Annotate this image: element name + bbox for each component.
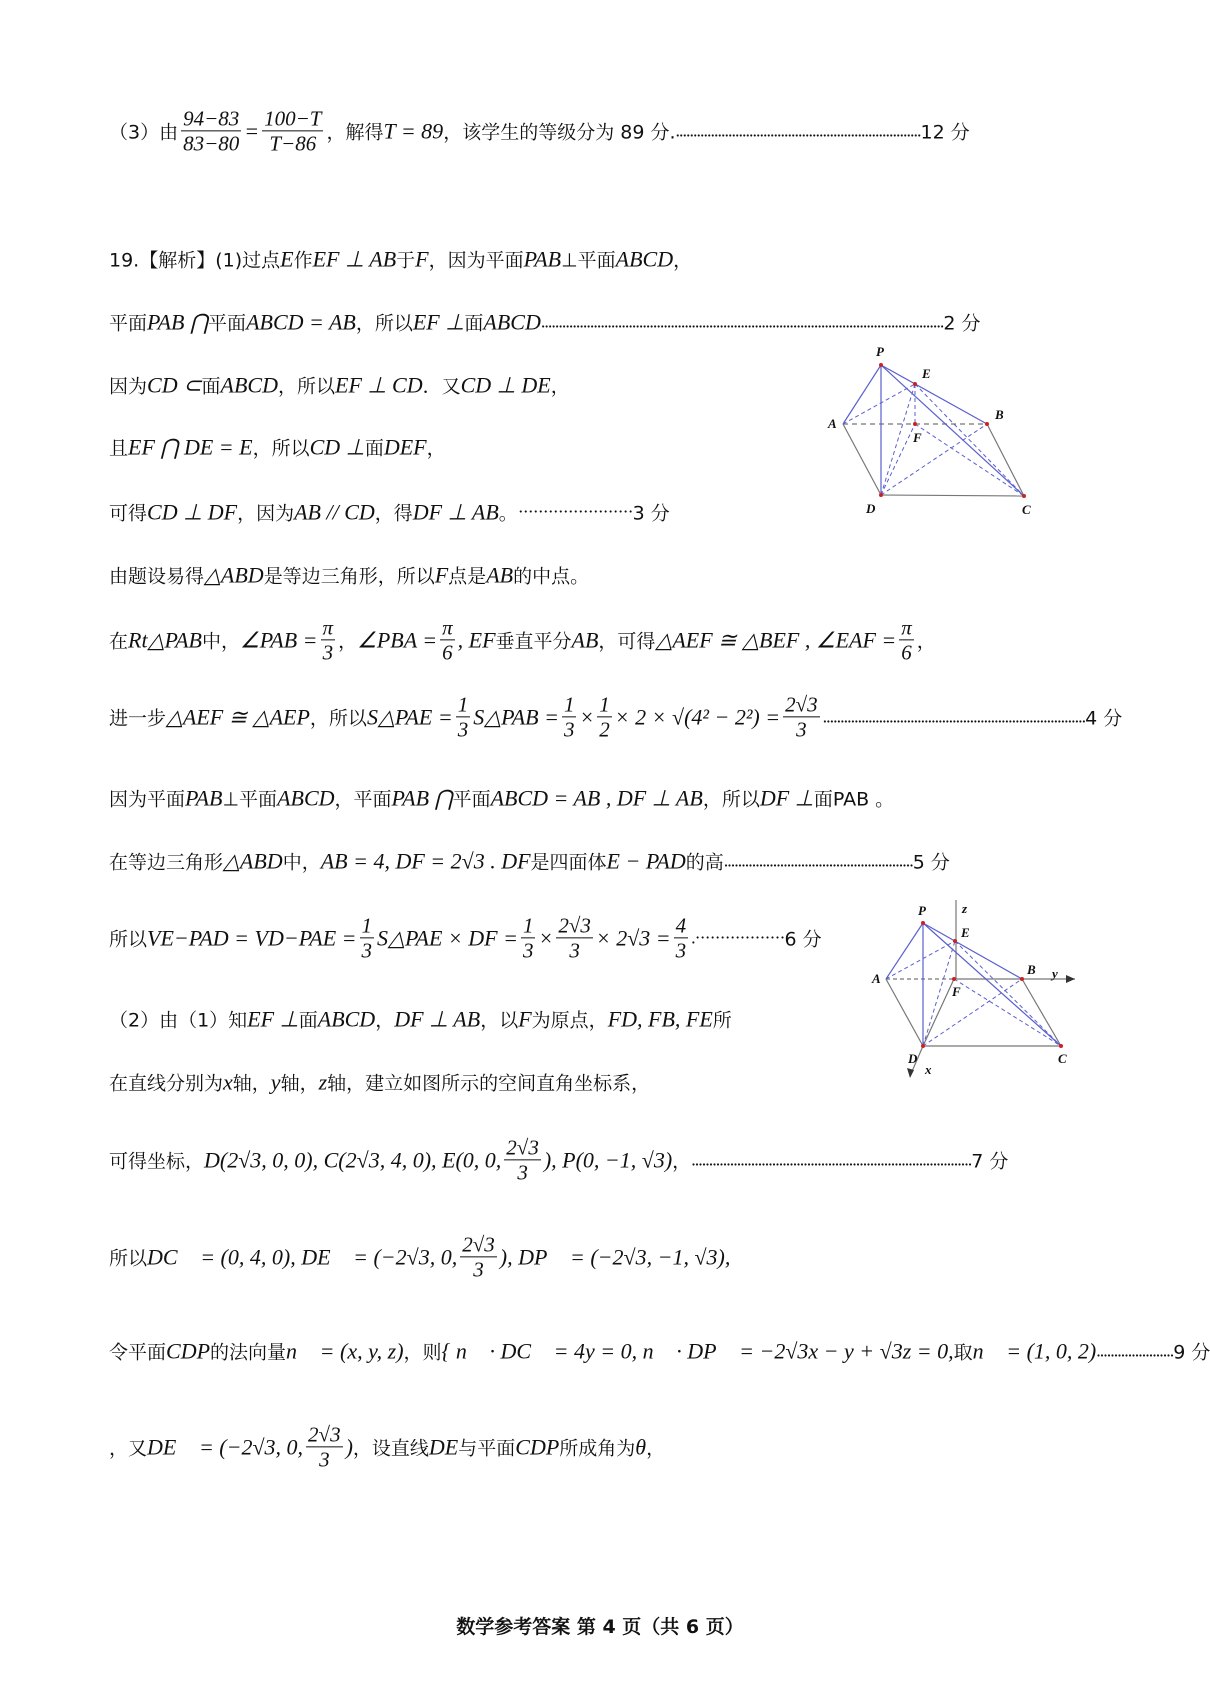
leader-dots: ...................... — [1096, 1340, 1174, 1361]
text-segment: ，所以 — [277, 375, 335, 398]
text-segment: 且 — [109, 437, 129, 460]
leader-dots: ................................................................................................................... — [540, 311, 944, 332]
numerator: 2√3 — [506, 1135, 539, 1160]
text-segment: 令平面 — [109, 1341, 167, 1364]
math-expression: PAB ⋂ — [391, 785, 453, 810]
text-segment: ，解得 — [326, 121, 384, 144]
text-segment: 所成角为 — [559, 1437, 636, 1460]
denominator: 3 — [569, 938, 580, 963]
text-segment: ， — [338, 630, 358, 653]
text-segment: 进一步 — [109, 707, 167, 730]
numerator: π — [901, 615, 912, 640]
text-segment: 12 分 — [920, 121, 970, 144]
math-expression: Rt△PAB — [128, 627, 202, 652]
text-segment: 3 分 — [632, 502, 670, 525]
math-expression: ABCD = AB , DF ⊥ AB — [490, 785, 703, 810]
math-expression: ∠PAB = — [239, 627, 318, 652]
label-P: P — [918, 903, 926, 918]
text-segment: 在 — [109, 630, 129, 653]
denominator: 83−80 — [183, 131, 240, 156]
text-segment: 轴， — [280, 1072, 319, 1095]
math-expression: ABCD — [483, 309, 541, 334]
text-segment: 6 分 — [784, 928, 822, 951]
text-segment: 所以 — [109, 928, 148, 951]
text-segment: 4 分 — [1085, 707, 1123, 730]
axis-y-label: y — [1052, 966, 1058, 981]
text-segment: 7 分 — [971, 1150, 1009, 1173]
math-expression: , EF — [457, 627, 496, 652]
text-segment: 可得坐标， — [109, 1150, 205, 1173]
denominator: 3 — [473, 1257, 484, 1282]
numerator: 2√3 — [558, 913, 591, 938]
leader-dots: ······················· — [517, 501, 633, 522]
math-expression: EF ⊥ — [247, 1006, 299, 1031]
text-segment: ，所以 — [702, 788, 760, 811]
text-segment: 的法向量 — [210, 1341, 287, 1364]
leader-dots: .·················· — [691, 927, 785, 948]
math-expression: V — [147, 925, 161, 950]
text-segment: 是四面体 — [530, 851, 607, 874]
denominator: 3 — [796, 717, 807, 742]
math-expression: CD ⊂ — [147, 372, 202, 397]
text-segment: ， — [550, 375, 570, 398]
math-expression: △AEF ≅ △AEP — [166, 704, 310, 729]
text-segment: ， — [426, 437, 446, 460]
numerator: 1 — [563, 692, 575, 717]
text-segment: 在直线分别为 — [109, 1072, 224, 1095]
axis-z-label: z — [962, 901, 968, 916]
math-expression: × 2 × √(4² − 2²) = — [614, 704, 781, 729]
label-C: C — [1022, 502, 1031, 517]
label-F: F — [913, 430, 922, 445]
label-C: C — [1058, 1051, 1067, 1066]
numerator: 2√3 — [308, 1422, 341, 1447]
math-expression: S△PAE × DF = — [377, 925, 518, 950]
text-segment: 轴，建立如图所示的空间直角坐标系， — [327, 1072, 651, 1095]
text-segment: ， — [673, 249, 693, 272]
math-expression: D(2√3, 0, 0), C(2√3, 4, 0), E(0, 0, — [204, 1147, 502, 1172]
math-expression: DF ⊥ AB — [412, 499, 499, 524]
text-segment: 因为平面 — [109, 788, 186, 811]
text-segment: ，又 — [109, 1437, 148, 1460]
text-segment: ， — [672, 1150, 692, 1173]
math-expression: S△PAE = — [366, 704, 453, 729]
text-segment: ⊥平面 — [561, 249, 616, 272]
text-segment: 为原点， — [531, 1009, 608, 1032]
text-segment: 与平面 — [458, 1437, 516, 1460]
text-segment: 。 — [498, 502, 518, 525]
label-D: D — [908, 1051, 918, 1066]
text-segment: ，可得 — [598, 630, 656, 653]
label-D: D — [866, 501, 876, 516]
math-expression: y — [270, 1069, 281, 1094]
text-segment: 5 分 — [912, 851, 950, 874]
math-expression: CDP — [166, 1338, 211, 1363]
text-segment: ，因为 — [237, 502, 295, 525]
math-expression: z — [318, 1069, 328, 1094]
text-segment: 平面 — [452, 788, 491, 811]
math-expression: DF ⊥ AB — [394, 1006, 481, 1031]
math-expression: T = 89 — [383, 118, 444, 143]
text-segment: 平面 — [109, 312, 148, 335]
text-segment: 垂直平分 — [495, 630, 572, 653]
math-expression: AB — [571, 627, 599, 652]
denominator: 2 — [599, 717, 610, 742]
denominator: T−86 — [269, 131, 317, 156]
text-segment: 轴， — [232, 1072, 271, 1095]
label-A: A — [828, 416, 837, 431]
numerator: 1 — [457, 692, 469, 717]
denominator: 3 — [322, 640, 334, 665]
text-segment: ，得 — [374, 502, 413, 525]
math-expression: AB — [486, 562, 514, 587]
label-P: P — [876, 344, 884, 359]
text-segment: （3）由 — [109, 121, 179, 144]
math-expression: × — [579, 704, 595, 729]
text-segment: 中， — [282, 851, 321, 874]
text-segment: ，因为平面 — [428, 249, 524, 272]
text-segment: ，所以 — [355, 312, 413, 335]
text-segment: 19.【解析】(1)过点 — [109, 249, 281, 272]
text-segment: ⊥平面 — [222, 788, 278, 811]
math-expression: × 2√3 = — [595, 925, 671, 950]
math-expression: △ABD — [204, 562, 264, 587]
text-segment: 面 — [298, 1009, 318, 1032]
text-segment: ，该学生的等级分为 89 分. — [443, 121, 676, 144]
math-expression: ABCD — [317, 1006, 376, 1031]
math-expression: CD ⊥ — [309, 434, 365, 459]
math-expression: E − PAD — [606, 848, 686, 873]
math-expression: △AEF ≅ △BEF , ∠EAF = — [655, 627, 897, 652]
math-expression: ABCD — [615, 246, 674, 271]
numerator: 4 — [675, 913, 687, 938]
axis-x-label: x — [925, 1062, 932, 1077]
text-segment: 作 — [293, 249, 313, 272]
numerator: 94−83 — [183, 106, 240, 131]
math-expression: F — [415, 246, 429, 271]
text-segment: 因为 — [109, 375, 148, 398]
denominator: 3 — [675, 938, 687, 963]
text-segment: ，所以 — [309, 707, 367, 730]
math-expression: DEF — [383, 434, 427, 459]
math-expression: DC⃗ = (0, 4, 0), DE⃗ = (−2√3, 0, — [147, 1244, 458, 1269]
math-expression: × — [538, 925, 554, 950]
numerator: 2√3 — [785, 692, 818, 717]
text-segment: 是等边三角形，所以 — [263, 565, 435, 588]
text-segment: ，平面 — [334, 788, 392, 811]
math-expression: n⃗ = (1, 0, 2) — [972, 1338, 1097, 1363]
text-segment: 点是 — [448, 565, 487, 588]
math-expression: F — [434, 562, 449, 587]
math-expression: PAB ⋂ — [147, 309, 209, 334]
text-segment: ，以 — [480, 1009, 519, 1032]
text-segment: ，则 — [403, 1341, 442, 1364]
numerator: 1 — [599, 692, 610, 717]
text-segment: 的中点。 — [513, 565, 590, 588]
text-segment: 的高 — [685, 851, 724, 874]
label-A: A — [872, 971, 881, 986]
math-expression: CD ⊥ DF — [147, 499, 238, 524]
text-segment: 平面 — [208, 312, 247, 335]
math-expression: E — [280, 246, 294, 271]
math-expression: ABCD — [220, 372, 278, 397]
text-segment: 中， — [201, 630, 240, 653]
denominator: 3 — [522, 938, 534, 963]
leader-dots: ................................................................................ — [691, 1149, 972, 1170]
math-expression: E−PAD = V — [160, 925, 268, 950]
text-segment: 面PAB 。 — [813, 788, 895, 811]
figure-1-pyramid — [827, 344, 1031, 517]
math-expression: ABCD = AB — [246, 309, 356, 334]
text-segment: 所 — [712, 1009, 732, 1032]
text-segment: 9 分 — [1173, 1341, 1210, 1364]
label-E: E — [961, 925, 970, 940]
numerator: π — [442, 615, 453, 640]
math-expression: CDP — [515, 1434, 560, 1459]
math-expression: = — [244, 118, 260, 143]
text-segment: ， — [375, 1009, 395, 1032]
text-segment: 可得 — [109, 502, 148, 525]
denominator: 3 — [319, 1447, 330, 1472]
label-F: F — [952, 984, 961, 999]
text-segment: 在等边三角形 — [109, 851, 224, 874]
math-expression: ) — [345, 1434, 353, 1459]
denominator: 3 — [563, 717, 575, 742]
leader-dots: ...................................................................... — [675, 120, 921, 141]
label-B: B — [1027, 962, 1036, 977]
math-expression: △ABD — [223, 848, 283, 873]
math-expression: ABCD — [277, 785, 335, 810]
text-segment: ．又 — [422, 375, 461, 398]
math-expression: n⃗ = (x, y, z) — [286, 1338, 404, 1363]
math-expression: DE⃗ = (−2√3, 0, — [147, 1434, 304, 1459]
text-segment: 于 — [396, 249, 416, 272]
math-expression: F — [518, 1006, 532, 1031]
denominator: 6 — [442, 640, 453, 665]
text-segment: 由题设易得 — [109, 565, 205, 588]
text-segment: 2 分 — [943, 312, 981, 335]
math-expression: D−PAE = — [267, 925, 357, 950]
math-expression: EF ⊥ AB — [312, 246, 397, 271]
text-segment: 取 — [953, 1341, 973, 1364]
math-expression: DF ⊥ — [759, 785, 814, 810]
math-expression: x — [223, 1069, 233, 1094]
math-expression: AB // CD — [294, 499, 375, 524]
denominator: 3 — [361, 938, 373, 963]
math-expression: CD ⊥ DE — [460, 372, 551, 397]
math-expression: S△PAB = — [473, 704, 559, 729]
numerator: 1 — [361, 913, 373, 938]
text-segment: （2）由（1）知 — [109, 1009, 248, 1032]
text-segment: 面 — [364, 437, 384, 460]
leader-dots: ........................................................................... — [822, 706, 1086, 727]
math-expression: { n⃗ · DC⃗ = 4y = 0, n⃗ · DP⃗ = −2√3x − y + √3z = 0, — [441, 1338, 954, 1363]
label-E: E — [922, 366, 931, 381]
text-segment: 面 — [201, 375, 221, 398]
numerator: π — [322, 615, 334, 640]
label-B: B — [995, 407, 1004, 422]
math-expression: FD, FB, FE — [607, 1006, 713, 1031]
numerator: 2√3 — [462, 1232, 495, 1257]
math-expression: ∠PBA = — [357, 627, 438, 652]
text-segment: ， — [916, 630, 936, 653]
text-segment: 所以 — [109, 1247, 148, 1270]
page-footer: 数学参考答案 第 4 页（共 6 页） — [456, 1616, 744, 1638]
math-expression: θ — [635, 1434, 647, 1459]
math-expression: ), P(0, −1, √3) — [543, 1147, 673, 1172]
math-expression: EF ⊥ CD — [335, 372, 423, 397]
text-segment: ，设直线 — [352, 1437, 429, 1460]
math-expression: EF ⋂ DE = E — [128, 434, 253, 459]
denominator: 3 — [457, 717, 469, 742]
denominator: 6 — [901, 640, 912, 665]
text-segment: ， — [646, 1437, 666, 1460]
figure-2-coordinate-system — [871, 900, 1075, 1078]
numerator: 100−T — [264, 106, 322, 131]
numerator: 1 — [522, 913, 534, 938]
math-expression: AB = 4, DF = 2√3 . DF — [320, 848, 531, 873]
leader-dots: ...................................................... — [723, 850, 913, 871]
denominator: 3 — [517, 1160, 528, 1185]
math-expression: EF ⊥ — [412, 309, 465, 334]
text-segment: 面 — [464, 312, 484, 335]
math-expression: ), DP⃗ = (−2√3, −1, √3), — [499, 1244, 731, 1269]
math-expression: PAB — [185, 785, 223, 810]
text-segment: ，所以 — [252, 437, 310, 460]
math-expression: DE — [428, 1434, 459, 1459]
math-expression: PAB — [523, 246, 562, 271]
